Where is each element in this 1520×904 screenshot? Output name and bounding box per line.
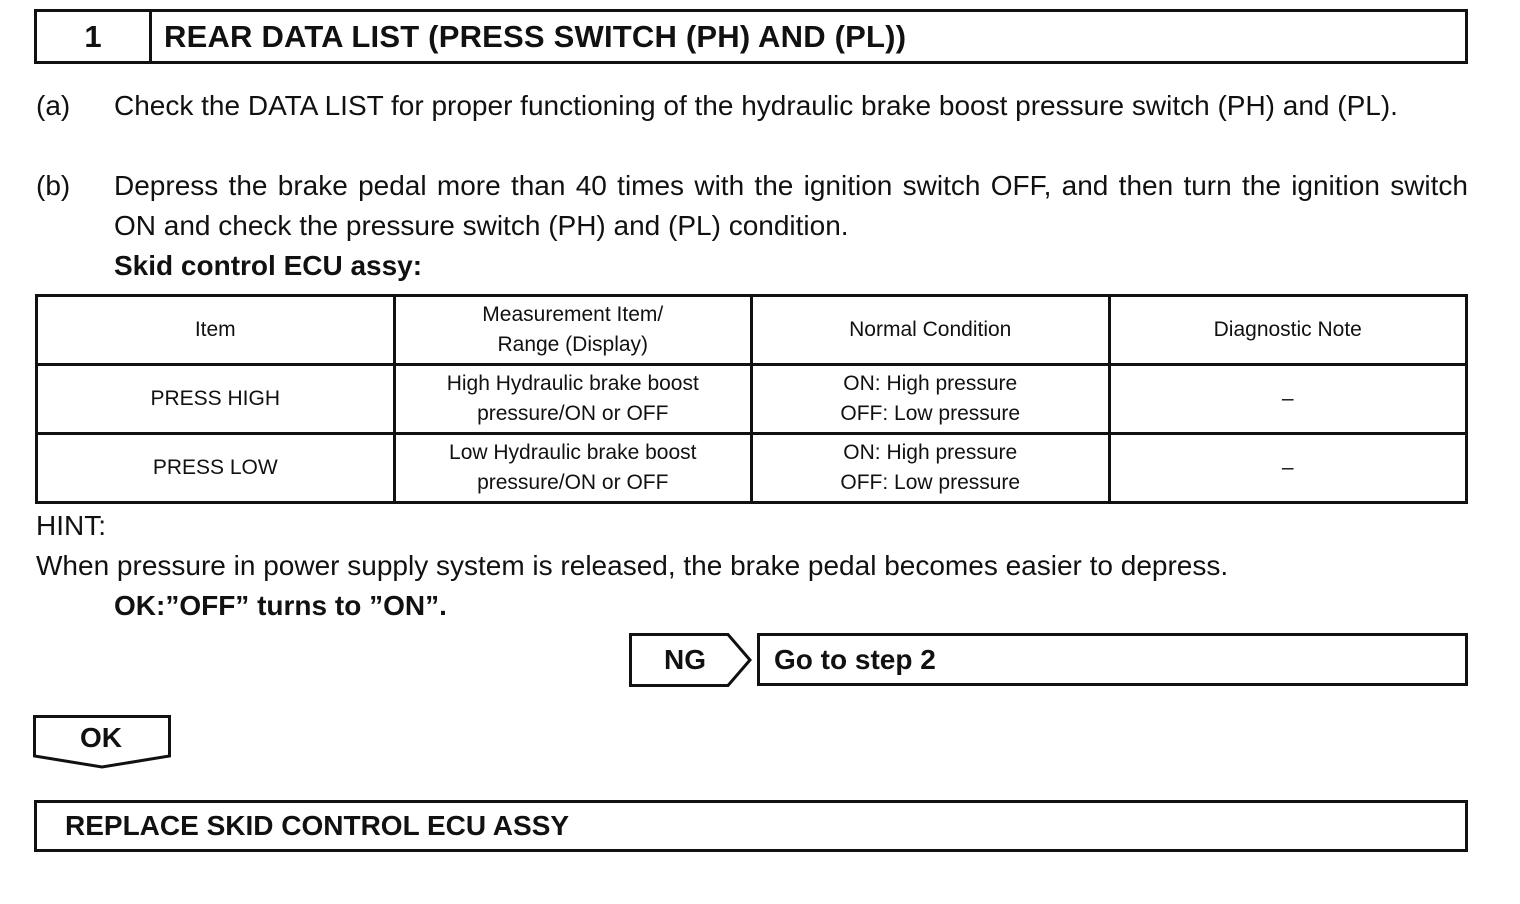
header-measurement-line1: Measurement Item/ (482, 303, 664, 326)
cell-measurement-line1: High Hydraulic brake boost (446, 372, 699, 395)
cell-normal-condition (752, 434, 1110, 503)
table-caption: Skid control ECU assy: (114, 250, 423, 281)
instruction-b-label: (b) (36, 170, 71, 201)
table-row (37, 365, 1467, 434)
instruction-b-text: Depress the brake pedal more than 40 times with the ignition switch OFF, and then turn the ignition switch ON and check the pressure switch (PH) and (PL) condition. (114, 170, 1468, 241)
cell-normal-line2: OFF: Low pressure (840, 402, 1021, 425)
header-normal-condition: Normal Condition (752, 296, 1110, 365)
final-action-box: REPLACE SKID CONTROL ECU ASSY (34, 800, 1468, 852)
cell-normal-line1: ON: High pressure (843, 441, 1018, 464)
cell-normal-line1: ON: High pressure (843, 372, 1018, 395)
header-item: Item (37, 296, 395, 365)
goto-step-box: Go to step 2 (757, 633, 1468, 686)
hint-text: When pressure in power supply system is released, the brake pedal becomes easier to depress. (36, 550, 1229, 581)
cell-diagnostic-note: – (1109, 434, 1467, 503)
step-number: 1 (37, 12, 152, 61)
ng-label: NG (664, 644, 706, 675)
step-title: REAR DATA LIST (PRESS SWITCH (PH) AND (PL)) (164, 18, 907, 54)
cell-item: PRESS LOW (37, 434, 395, 503)
hint-label: HINT: (36, 510, 106, 541)
data-list-table (35, 294, 1468, 504)
instruction-b (36, 166, 1468, 246)
instruction-a-text: Check the DATA LIST for proper functioning of the hydraulic brake boost pressure switch (PH) and (PL). (114, 90, 1398, 121)
header-measurement (394, 296, 752, 365)
header-measurement-line2: Range (Display) (497, 333, 649, 356)
table-row (37, 434, 1467, 503)
cell-normal-condition (752, 365, 1110, 434)
cell-measurement-line1: Low Hydraulic brake boost (449, 441, 697, 464)
ok-condition: OK:”OFF” turns to ”ON”. (114, 590, 447, 621)
cell-measurement (394, 434, 752, 503)
cell-normal-line2: OFF: Low pressure (840, 471, 1021, 494)
cell-diagnostic-note: – (1109, 365, 1467, 434)
header-diagnostic-note: Diagnostic Note (1109, 296, 1467, 365)
cell-measurement (394, 365, 752, 434)
cell-measurement-line2: pressure/ON or OFF (477, 471, 669, 494)
cell-measurement-line2: pressure/ON or OFF (477, 402, 669, 425)
instruction-a-label: (a) (36, 90, 71, 121)
step-header (34, 9, 1468, 64)
table-header-row (37, 296, 1467, 365)
cell-item: PRESS HIGH (37, 365, 395, 434)
instruction-a (36, 86, 1468, 126)
ok-label: OK (80, 722, 122, 753)
